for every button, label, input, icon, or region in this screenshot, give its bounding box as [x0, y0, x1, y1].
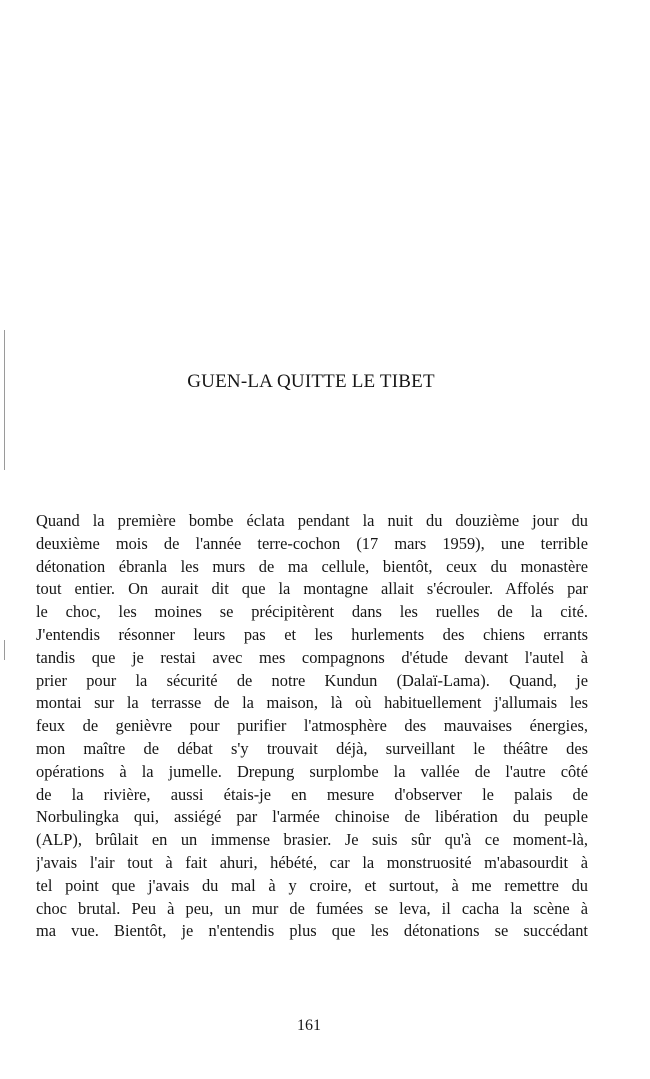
text-line: deuxième mois de l'année terre-cochon (17 mars 1959), une terrible	[36, 533, 588, 553]
text-line: de la rivière, aussi étais-je en mesure d'observer le palais de	[36, 784, 588, 804]
chapter-title: GUEN-LA QUITTE LE TIBET	[187, 371, 435, 392]
body-paragraph	[36, 510, 588, 943]
text-line: Quand la première bombe éclata pendant la nuit du douzième jour du	[36, 511, 588, 530]
text-line: Norbulingka qui, assiégé par l'armée chinoise de libération du peuple	[36, 807, 588, 827]
text-line: prier pour la sécurité de notre Kundun (Dalaï-Lama). Quand, je	[36, 670, 588, 690]
scan-edge-mark	[4, 330, 5, 470]
text-line: J'entendis résonner leurs pas et les hurlements des chiens errants	[36, 624, 588, 644]
text-line: opérations à la jumelle. Drepung surplombe la vallée de l'autre côté	[36, 761, 588, 781]
text-line: j'avais l'air tout à fait ahuri, hébété, car la monstruosité m'abasourdit à	[36, 852, 588, 872]
text-line: détonation ébranla les murs de ma cellule, bientôt, ceux du monastère	[36, 556, 588, 576]
text-line: montai sur la terrasse de la maison, là où habituellement j'allumais les	[36, 693, 588, 713]
text-line: ma vue. Bientôt, je n'entendis plus que les détonations se succédant	[36, 921, 588, 941]
page-number: 161	[297, 1017, 321, 1034]
text-line: le choc, les moines se précipitèrent dans les ruelles de la cité.	[36, 602, 588, 622]
text-line: mon maître de débat s'y trouvait déjà, surveillant le théâtre des	[36, 738, 588, 758]
text-line: tandis que je restai avec mes compagnons d'étude devant l'autel à	[36, 647, 588, 667]
text-line: choc brutal. Peu à peu, un mur de fumées se leva, il cacha la scène à	[36, 898, 588, 918]
text-line: feux de genièvre pour purifier l'atmosphère des mauvaises énergies,	[36, 716, 588, 736]
text-line: tel point que j'avais du mal à y croire, et surtout, à me remettre du	[36, 875, 588, 895]
text-line: (ALP), brûlait en un immense brasier. Je suis sûr qu'à ce moment-là,	[36, 830, 588, 850]
text-line: tout entier. On aurait dit que la montagne allait s'écrouler. Affolés par	[36, 579, 588, 599]
scan-edge-mark	[4, 640, 5, 660]
